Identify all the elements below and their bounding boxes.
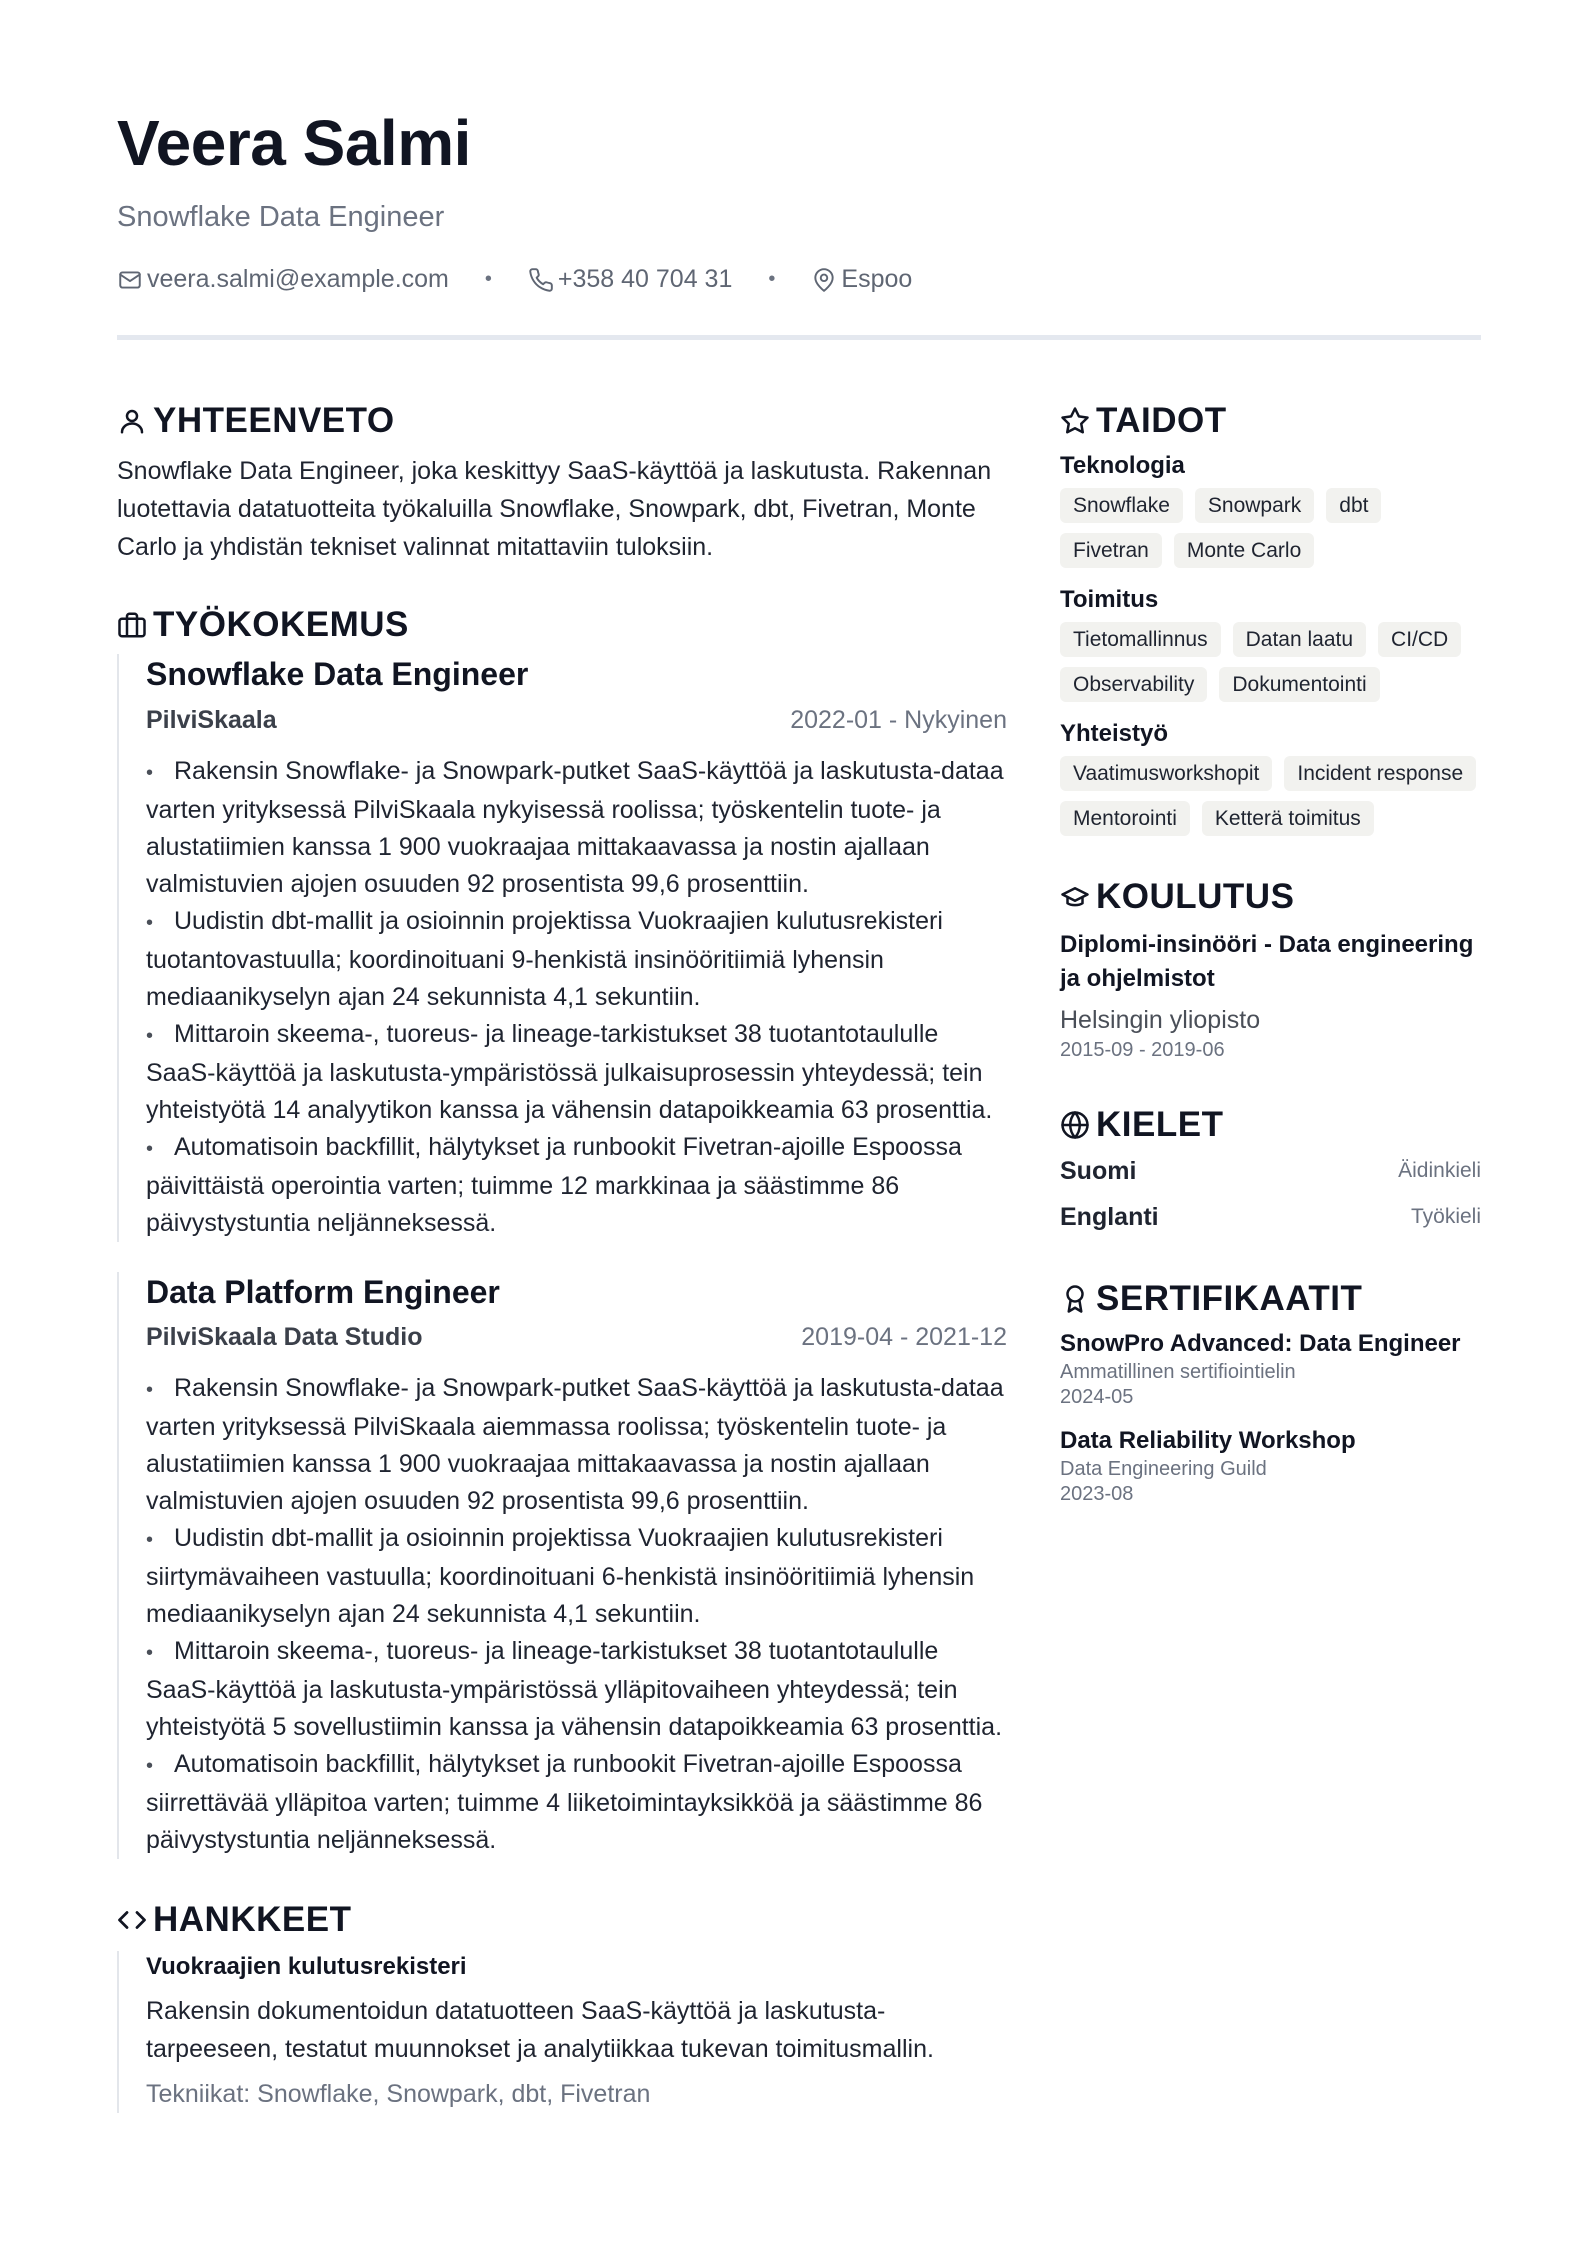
certificate-issuer: Ammatillinen sertifiointielin bbox=[1060, 1361, 1296, 1384]
skill-chip: Ketterä toimitus bbox=[1202, 801, 1374, 836]
job-bullet: • Automatisoin backfillit, hälytykset ja runbookit Fivetran-ajoille Espoossa päivittäistä operointia varten; tuimme 12 markkinaa ja säästimme 86 päivystystuntia neljänneksessä. bbox=[146, 1132, 962, 1237]
experience-section bbox=[117, 604, 1007, 1859]
skill-group-label: Teknologia bbox=[1060, 452, 1185, 479]
languages-section bbox=[1060, 1104, 1481, 1240]
education-dates: 2015-09 - 2019-06 bbox=[1060, 1039, 1225, 1061]
skill-group-label: Toimitus bbox=[1060, 586, 1159, 613]
job-bullets bbox=[146, 1370, 1007, 1859]
language-row bbox=[1060, 1194, 1481, 1240]
contact-phone[interactable] bbox=[528, 265, 732, 294]
mail-icon bbox=[117, 267, 143, 293]
code-icon bbox=[117, 1905, 147, 1935]
contact-line bbox=[117, 265, 1481, 294]
skill-chip: Dokumentointi bbox=[1219, 667, 1379, 702]
job-bullet: • Rakensin Snowflake- ja Snowpark-putket SaaS-käyttöä ja laskutusta-dataa varten yrityksessä PilviSkaala aiemmassa roolissa; työskentelin tuote- ja alustatiimien kanssa 1 900 vuokraajaa mittakaavassa ja nostin ajallaan valmistuvien ajojen osuuden 92 prosentista 99,6 prosenttiin. bbox=[146, 1374, 1004, 1516]
job-title: Data Platform Engineer bbox=[146, 1273, 500, 1310]
candidate-title: Snowflake Data Engineer bbox=[117, 201, 445, 234]
graduation-cap-icon bbox=[1060, 882, 1090, 912]
summary-heading: YHTEENVETO bbox=[117, 400, 1007, 442]
briefcase-icon bbox=[117, 610, 147, 640]
sidebar-column bbox=[1060, 400, 1481, 1506]
summary-section bbox=[117, 400, 1007, 566]
skill-group bbox=[1060, 720, 1481, 836]
skill-chips bbox=[1060, 622, 1481, 702]
certificate-entry bbox=[1060, 1328, 1481, 1409]
contact-location bbox=[811, 265, 912, 294]
skill-chips bbox=[1060, 488, 1481, 568]
job-entry bbox=[117, 1272, 1007, 1860]
job-bullet: • Uudistin dbt-mallit ja osioinnin projektissa Vuokraajien kulutusrekisteri tuotantovastuulla; koordinoituani 9-henkistä insinööritiimiä lyhensin mediaanikyselyn ajan 24 sekunnista 4,1 sekuntiin. bbox=[146, 906, 943, 1011]
award-icon bbox=[1060, 1284, 1090, 1314]
job-dates: 2019-04 - 2021-12 bbox=[801, 1323, 1007, 1352]
job-bullet: • Mittaroin skeema-, tuoreus- ja lineage-tarkistukset 38 tuotantotaululle SaaS-käyttöä ja laskutusta-ympäristössä julkaisuprosessin yhteydessä; tein yhteistyötä 14 analyytikon kanssa ja vähensin datapoikkeamia 63 prosenttia. bbox=[146, 1019, 993, 1124]
language-level: Äidinkieli bbox=[1398, 1159, 1481, 1182]
main-column bbox=[117, 400, 1007, 2113]
skill-group-label: Yhteistyö bbox=[1060, 720, 1169, 747]
resume-header bbox=[117, 108, 1481, 294]
project-entry bbox=[117, 1951, 1007, 2113]
certificate-date: 2023-08 bbox=[1060, 1483, 1134, 1506]
certificates-section bbox=[1060, 1278, 1481, 1506]
skill-chip: Snowpark bbox=[1195, 488, 1314, 523]
contact-email[interactable] bbox=[117, 265, 449, 294]
project-title: Vuokraajien kulutusrekisteri bbox=[146, 1953, 467, 1981]
job-bullet: • Uudistin dbt-mallit ja osioinnin projektissa Vuokraajien kulutusrekisteri siirtymävaiheen vastuulla; koordinoituani 6-henkistä insinööritiimiä lyhensin mediaanikyselyn ajan 24 sekunnista 4,1 sekuntiin. bbox=[146, 1524, 975, 1629]
experience-heading: TYÖKOKEMUS bbox=[117, 604, 1007, 646]
skill-chip: Tietomallinnus bbox=[1060, 622, 1221, 657]
education-degree: Diplomi-insinööri - Data engineering ja ohjelmistot bbox=[1060, 931, 1474, 992]
skills-heading: TAIDOT bbox=[1060, 400, 1481, 442]
certificate-name: Data Reliability Workshop bbox=[1060, 1427, 1356, 1455]
map-pin-icon bbox=[811, 267, 837, 293]
phone-icon bbox=[528, 267, 554, 293]
projects-section bbox=[117, 1899, 1007, 2113]
skills-section bbox=[1060, 400, 1481, 836]
project-tech: Tekniikat: Snowflake, Snowpark, dbt, Fivetran bbox=[146, 2080, 651, 2109]
location-text: Espoo bbox=[841, 265, 913, 294]
user-icon bbox=[117, 406, 147, 436]
job-entry bbox=[117, 654, 1007, 1242]
skill-group bbox=[1060, 586, 1481, 702]
job-bullets bbox=[146, 753, 1007, 1242]
education-entry bbox=[1060, 928, 1481, 1062]
certificate-issuer: Data Engineering Guild bbox=[1060, 1458, 1267, 1481]
skill-chip: dbt bbox=[1326, 488, 1381, 523]
language-name: Suomi bbox=[1060, 1156, 1137, 1185]
education-heading: KOULUTUS bbox=[1060, 876, 1481, 918]
phone-text: +358 40 704 31 bbox=[557, 265, 733, 294]
skill-chip: Datan laatu bbox=[1233, 622, 1366, 657]
job-bullet: • Rakensin Snowflake- ja Snowpark-putket SaaS-käyttöä ja laskutusta-dataa varten yrityksessä PilviSkaala nykyisessä roolissa; työskentelin tuote- ja alustatiimien kanssa 1 900 vuokraajaa mittakaavassa ja nostin ajallaan valmistuvien ajojen osuuden 92 prosentista 99,6 prosenttiin. bbox=[146, 756, 1004, 898]
languages-list bbox=[1060, 1148, 1481, 1240]
skill-chip: Vaatimusworkshopit bbox=[1060, 756, 1272, 791]
skill-chip: Snowflake bbox=[1060, 488, 1183, 523]
globe-icon bbox=[1060, 1110, 1090, 1140]
star-icon bbox=[1060, 406, 1090, 436]
job-meta bbox=[146, 1323, 1007, 1352]
candidate-name: Veera Salmi bbox=[117, 107, 471, 179]
education-section bbox=[1060, 876, 1481, 1062]
job-title: Snowflake Data Engineer bbox=[146, 656, 529, 692]
header-divider bbox=[117, 335, 1481, 340]
email-text: veera.salmi@example.com bbox=[147, 265, 449, 294]
skill-chip: Fivetran bbox=[1060, 533, 1162, 568]
skill-chip: Mentorointi bbox=[1060, 801, 1190, 836]
skill-chip: Observability bbox=[1060, 667, 1207, 702]
skill-chip: CI/CD bbox=[1378, 622, 1461, 657]
contact-separator: • bbox=[768, 268, 776, 291]
summary-text: Snowflake Data Engineer, joka keskittyy SaaS-käyttöä ja laskutusta. Rakennan luotettavia datatuotteita työkaluilla Snowflake, Snowpark, dbt, Fivetran, Monte Carlo ja yhdistän tekniset valinnat mitattaviin tuloksiin. bbox=[117, 457, 992, 561]
certificates-heading: SERTIFIKAATIT bbox=[1060, 1278, 1481, 1320]
job-bullet: • Automatisoin backfillit, hälytykset ja runbookit Fivetran-ajoille Espoossa siirrettävää ylläpitoa varten; tuimme 4 liiketoimintayksikköä ja säästimme 86 päivystystuntia neljänneksessä. bbox=[146, 1750, 983, 1855]
language-level: Työkieli bbox=[1410, 1205, 1481, 1228]
skill-chip: Monte Carlo bbox=[1174, 533, 1314, 568]
job-company: PilviSkaala bbox=[146, 705, 277, 734]
certificate-date: 2024-05 bbox=[1060, 1386, 1134, 1409]
certificate-entry bbox=[1060, 1425, 1481, 1506]
project-description: Rakensin dokumentoidun datatuotteen SaaS-käyttöä ja laskutusta-tarpeeseen, testatut muunnokset ja analytiikkaa tukevan toimitusmallin. bbox=[146, 1997, 934, 2064]
languages-heading: KIELET bbox=[1060, 1104, 1481, 1146]
job-meta bbox=[146, 706, 1007, 735]
job-bullet: • Mittaroin skeema-, tuoreus- ja lineage-tarkistukset 38 tuotantotaululle SaaS-käyttöä ja laskutusta-ympäristössä ylläpitovaiheen yhteydessä; tein yhteistyötä 5 sovellustiimin kanssa ja vähensin datapoikkeamia 63 prosenttia. bbox=[146, 1637, 1003, 1742]
skill-chips bbox=[1060, 756, 1481, 836]
skill-group bbox=[1060, 452, 1481, 568]
language-name: Englanti bbox=[1060, 1202, 1159, 1231]
certificate-name: SnowPro Advanced: Data Engineer bbox=[1060, 1330, 1461, 1357]
job-company: PilviSkaala Data Studio bbox=[146, 1323, 423, 1352]
contact-separator: • bbox=[484, 268, 492, 291]
projects-heading: HANKKEET bbox=[117, 1899, 1007, 1941]
language-row bbox=[1060, 1148, 1481, 1194]
skill-chip: Incident response bbox=[1284, 756, 1476, 791]
education-school: Helsingin yliopisto bbox=[1060, 1006, 1261, 1034]
job-dates: 2022-01 - Nykyinen bbox=[790, 705, 1007, 734]
